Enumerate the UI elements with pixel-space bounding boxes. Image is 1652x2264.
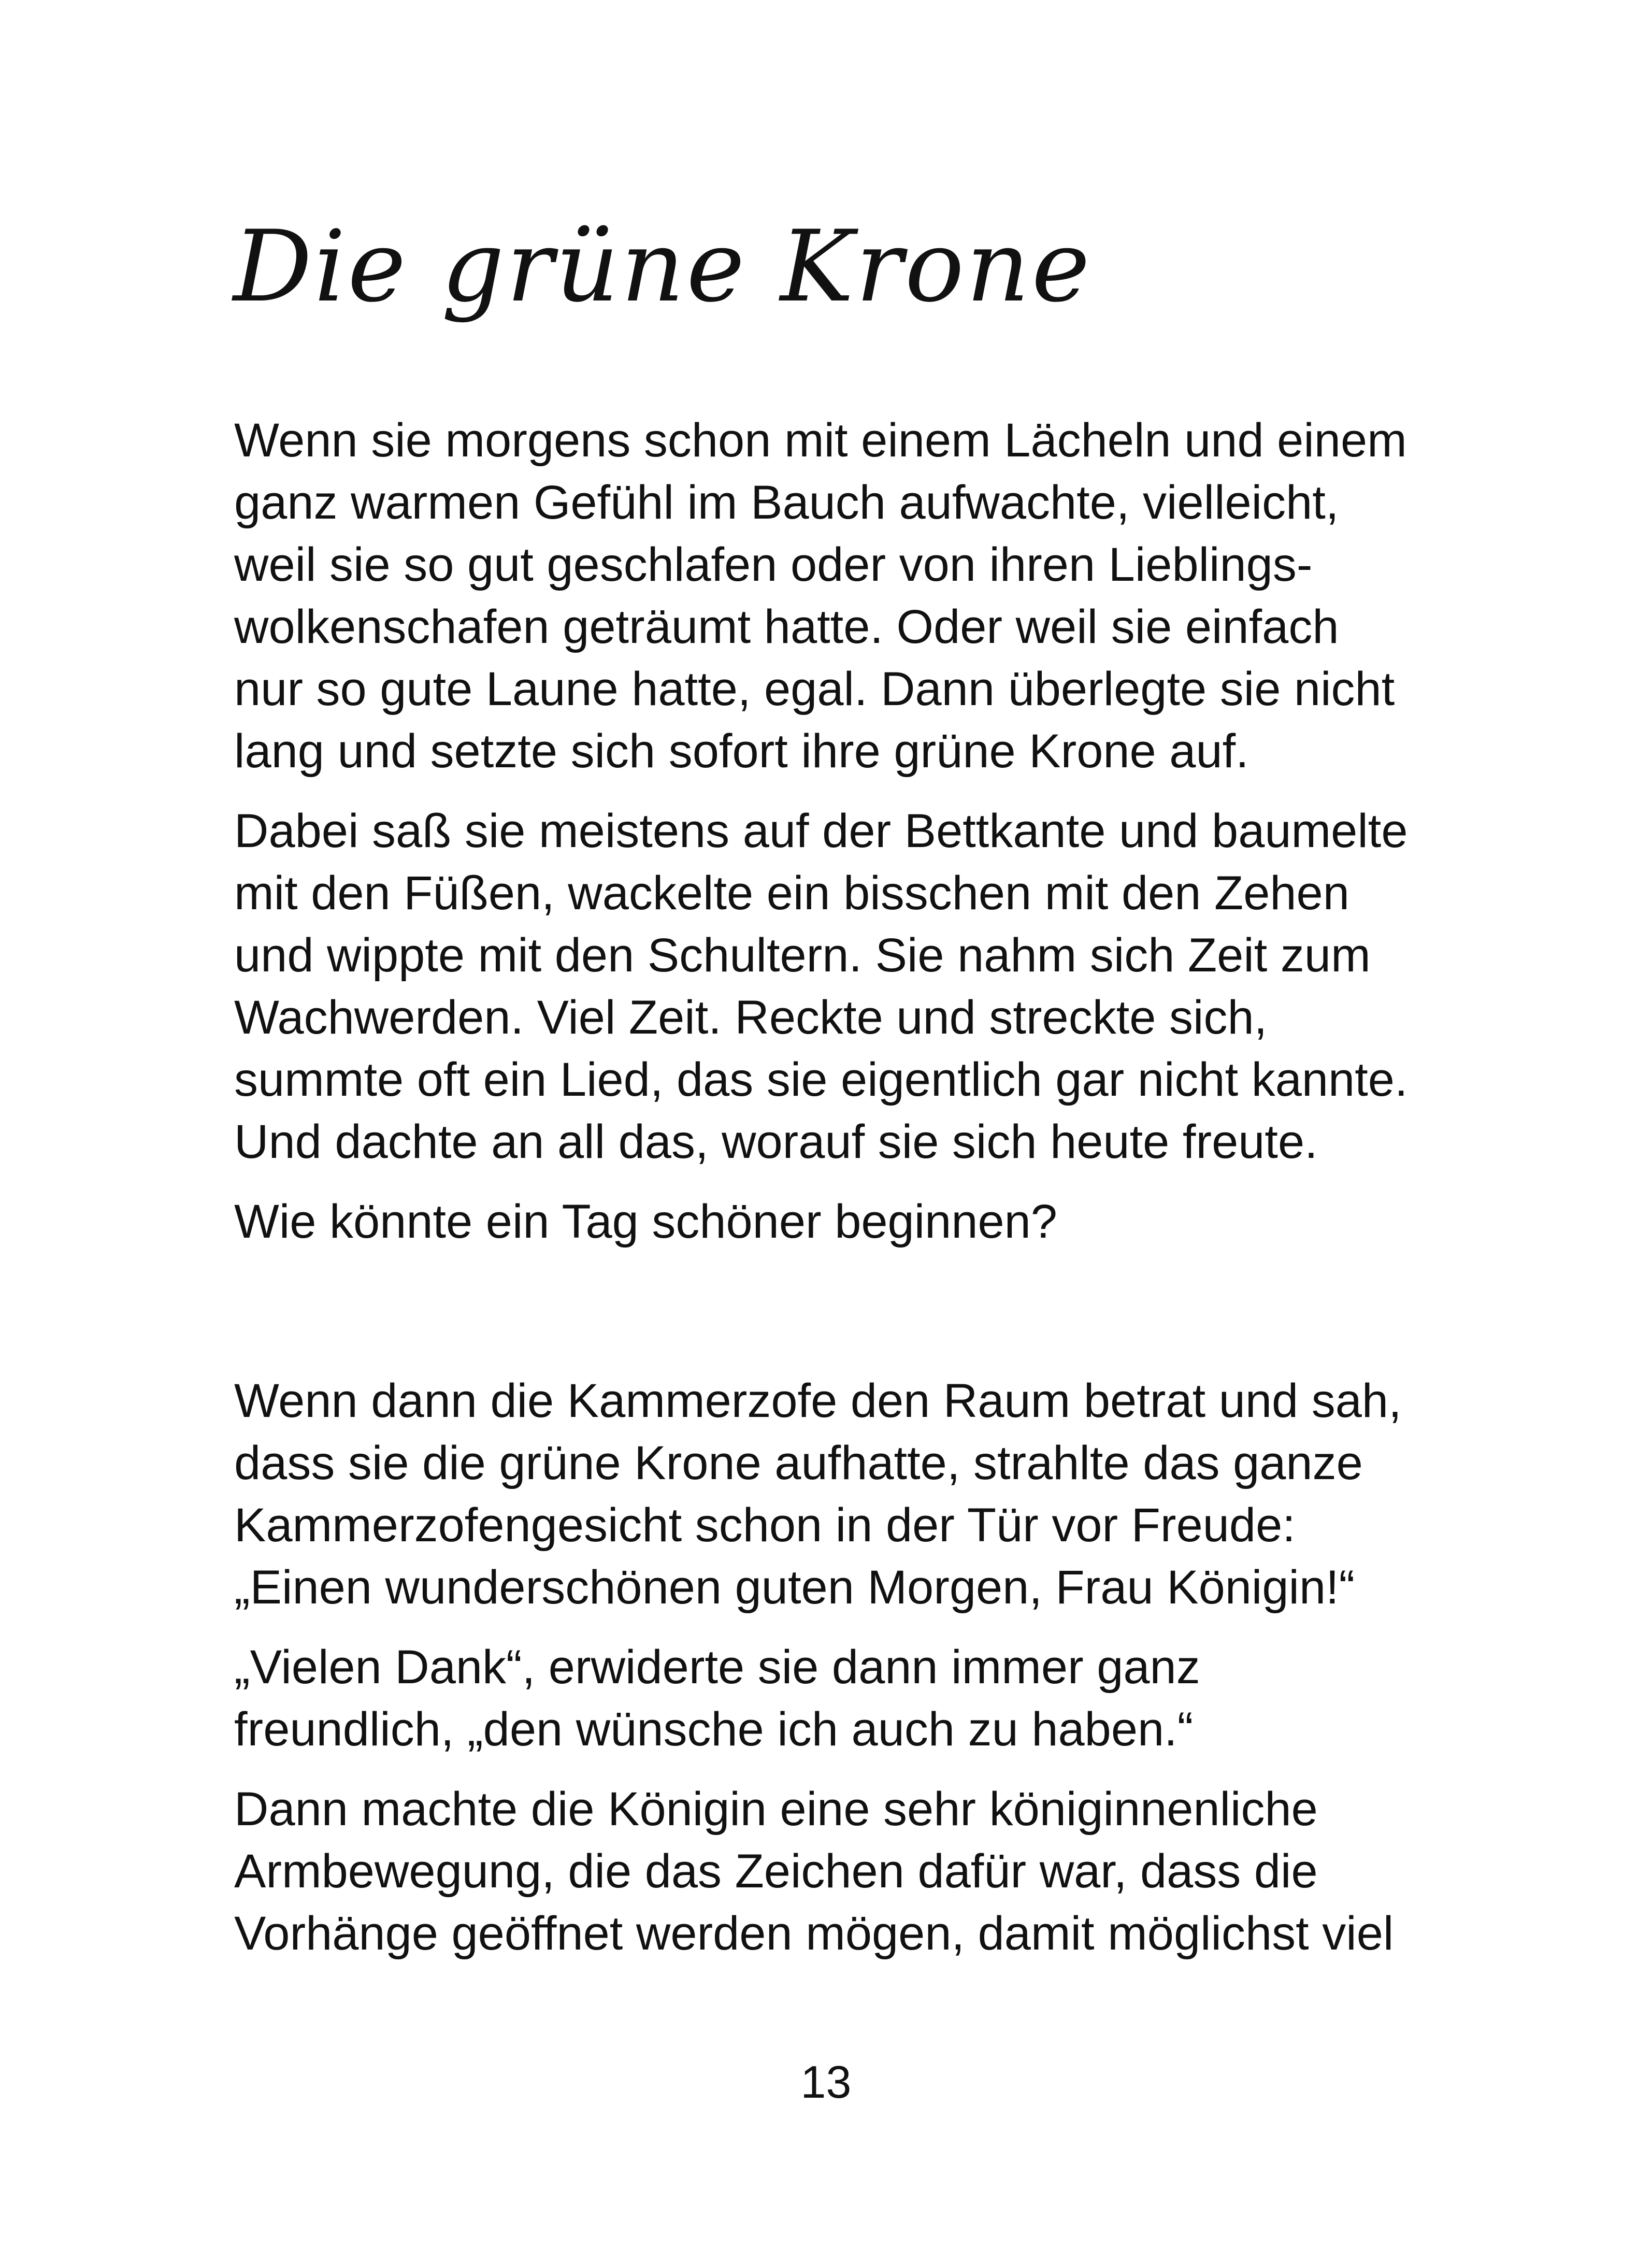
text-line: Vorhänge geöffnet werden mögen, damit möglichst viel	[234, 1907, 1394, 1960]
text-line: Kammerzofengesicht schon in der Tür vor Freude:	[234, 1499, 1296, 1552]
paragraph	[234, 1370, 1446, 1618]
text-line: Dabei saß sie meistens auf der Bettkante und baumelte	[234, 805, 1408, 857]
paragraph	[234, 800, 1446, 1173]
paragraph	[234, 1191, 1446, 1253]
text-line: Wenn sie morgens schon mit einem Lächeln und einem	[234, 414, 1407, 467]
chapter-title: Die grüne Krone	[233, 209, 1092, 324]
text-line: lang und setzte sich sofort ihre grüne Krone auf.	[234, 725, 1249, 778]
section-break	[234, 1270, 1446, 1370]
paragraph	[234, 1636, 1446, 1760]
text-line: freundlich, „den wünsche ich auch zu haben.“	[234, 1703, 1194, 1756]
text-line: ganz warmen Gefühl im Bauch aufwachte, vielleicht,	[234, 476, 1339, 529]
text-line: Armbewegung, die das Zeichen dafür war, dass die	[234, 1845, 1318, 1898]
text-line: nur so gute Laune hatte, egal. Dann überlegte sie nicht	[234, 663, 1395, 715]
text-line: dass sie die grüne Krone aufhatte, strahlte das ganze	[234, 1437, 1363, 1489]
text-line: summte oft ein Lied, das sie eigentlich gar nicht kannte.	[234, 1053, 1408, 1106]
paragraph	[234, 1778, 1446, 1965]
text-line: „Vielen Dank“, erwiderte sie dann immer ganz	[234, 1641, 1200, 1694]
text-line: wolkenschafen geträumt hatte. Oder weil sie einfach	[234, 600, 1339, 653]
text-line: und wippte mit den Schultern. Sie nahm sich Zeit zum	[234, 929, 1371, 982]
chapter-body	[234, 409, 1446, 1982]
text-line: Wenn dann die Kammerzofe den Raum betrat und sah,	[234, 1374, 1402, 1427]
text-line: Dann machte die Königin eine sehr königinnenliche	[234, 1783, 1318, 1836]
text-line: weil sie so gut geschlafen oder von ihren Lieblings-	[234, 538, 1313, 591]
text-line: Wachwerden. Viel Zeit. Reckte und streckte sich,	[234, 991, 1268, 1044]
page-number: 13	[800, 2056, 852, 2108]
paragraph	[234, 409, 1446, 782]
text-line: Und dachte an all das, worauf sie sich heute freute.	[234, 1115, 1318, 1168]
text-line: mit den Füßen, wackelte ein bisschen mit den Zehen	[234, 867, 1349, 920]
text-line: „Einen wunderschönen guten Morgen, Frau Königin!“	[234, 1561, 1355, 1614]
text-line: Wie könnte ein Tag schöner beginnen?	[234, 1195, 1057, 1248]
